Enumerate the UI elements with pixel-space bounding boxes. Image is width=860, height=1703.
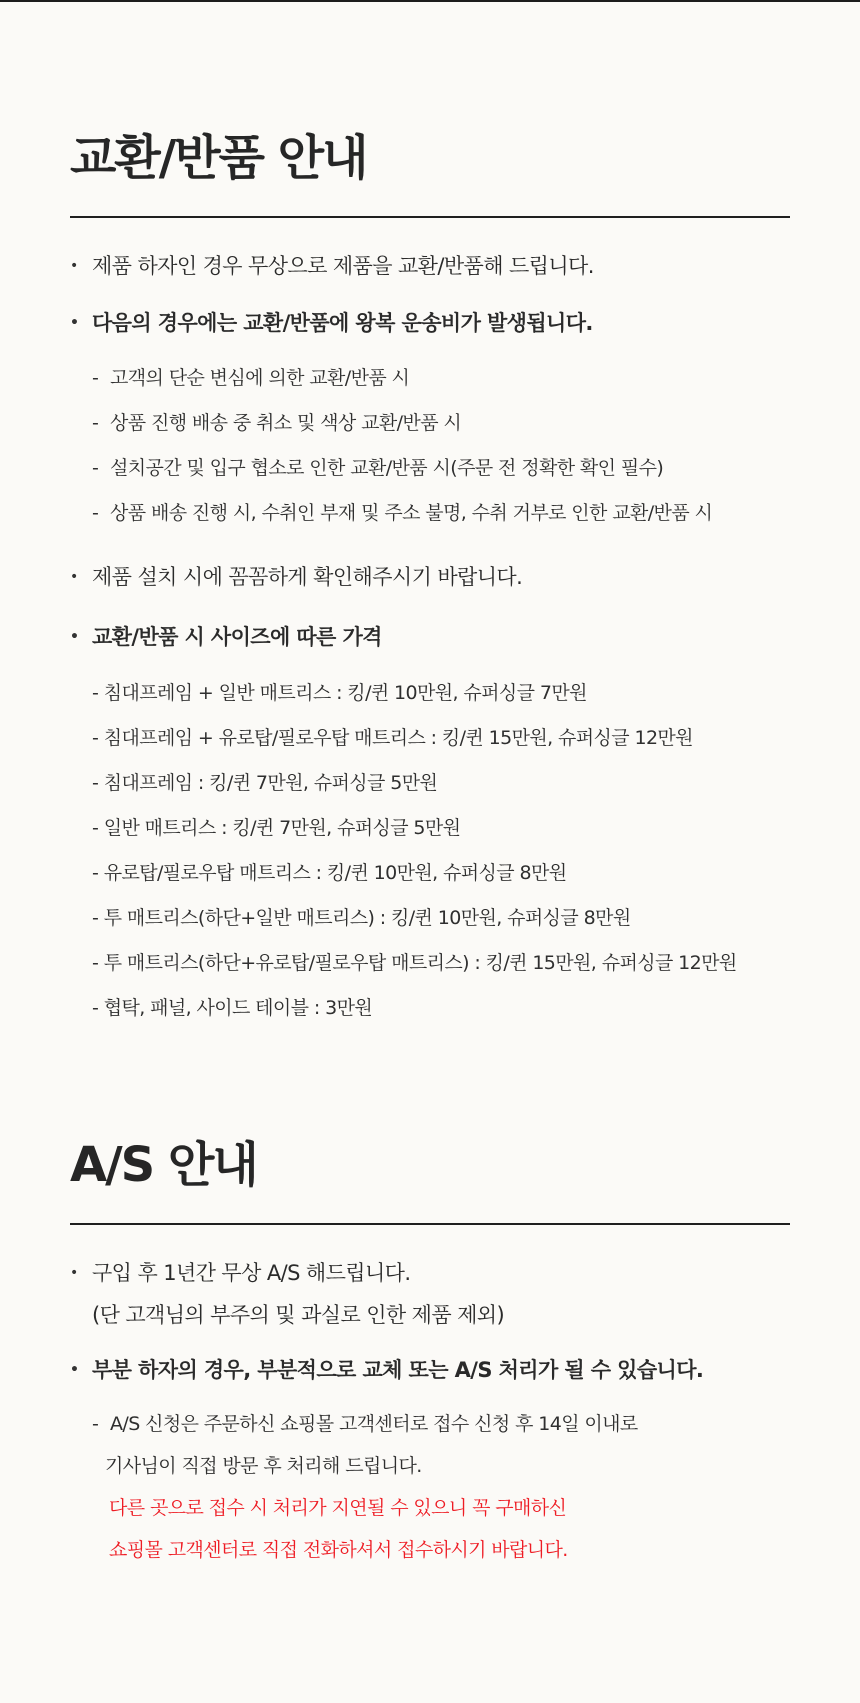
as-warranty-exception: (단 고객님의 부주의 및 과실로 인한 제품 제외): [92, 1303, 505, 1327]
exchange-bullet-check: • 제품 설치 시에 꼼꼼하게 확인해주시기 바랍니다.: [70, 562, 522, 592]
as-title: A/S 안내: [70, 1137, 257, 1193]
exchange-section: [70, 128, 790, 188]
exchange-title: 교환/반품 안내: [70, 130, 367, 186]
price-item: - 유로탑/필로우탑 매트리스 : 킹/퀸 10만원, 슈퍼싱글 8만원: [92, 862, 567, 884]
case-item: - 상품 진행 배송 중 취소 및 색상 교환/반품 시: [92, 412, 462, 434]
price-item: - 침대프레임 + 일반 매트리스 : 킹/퀸 10만원, 슈퍼싱글 7만원: [92, 682, 587, 704]
as-rule-wrap: [70, 1223, 790, 1225]
exchange-title-divider: [70, 216, 790, 218]
case-item: - 상품 배송 진행 시, 수취인 부재 및 주소 불명, 수취 거부로 인한 교환/반품 시: [92, 502, 713, 524]
exchange-bullet-shipping-fee: • 다음의 경우에는 교환/반품에 왕복 운송비가 발생됩니다.: [70, 308, 593, 338]
price-item: - 일반 매트리스 : 킹/퀸 7만원, 슈퍼싱글 5만원: [92, 817, 461, 839]
as-title-divider: [70, 1223, 790, 1225]
as-warning-line: 쇼핑몰 고객센터로 직접 전화하셔서 접수하시기 바랍니다.: [109, 1539, 568, 1561]
case-item: - 설치공간 및 입구 협소로 인한 교환/반품 시(주문 전 정확한 확인 필수): [92, 457, 664, 479]
as-bullet-warranty: • 구입 후 1년간 무상 A/S 해드립니다.: [70, 1258, 410, 1288]
price-item: - 투 매트리스(하단+일반 매트리스) : 킹/퀸 10만원, 슈퍼싱글 8만원: [92, 907, 631, 929]
as-bullet-partial: • 부분 하자의 경우, 부분적으로 교체 또는 A/S 처리가 될 수 있습니다.: [70, 1355, 703, 1385]
as-warning-line: 다른 곳으로 접수 시 처리가 지연될 수 있으니 꼭 구매하신: [109, 1497, 567, 1519]
exchange-rule-wrap: [70, 216, 790, 218]
price-item: - 침대프레임 + 유로탑/필로우탑 매트리스 : 킹/퀸 15만원, 슈퍼싱글 12만원: [92, 727, 693, 749]
as-section: [70, 1135, 790, 1195]
exchange-bullet-defect: • 제품 하자인 경우 무상으로 제품을 교환/반품해 드립니다.: [70, 251, 594, 281]
price-item: - 침대프레임 : 킹/퀸 7만원, 슈퍼싱글 5만원: [92, 772, 438, 794]
as-detail-line: - A/S 신청은 주문하신 쇼핑몰 고객센터로 접수 신청 후 14일 이내로: [92, 1413, 638, 1435]
case-item: - 고객의 단순 변심에 의한 교환/반품 시: [92, 367, 410, 389]
top-border: [0, 0, 860, 2]
exchange-bullet-prices: • 교환/반품 시 사이즈에 따른 가격: [70, 622, 382, 652]
price-item: - 협탁, 패널, 사이드 테이블 : 3만원: [92, 997, 373, 1019]
as-detail-line: 기사님이 직접 방문 후 처리해 드립니다.: [105, 1455, 422, 1477]
price-item: - 투 매트리스(하단+유로탑/필로우탑 매트리스) : 킹/퀸 15만원, 슈퍼싱글 12만원: [92, 952, 737, 974]
